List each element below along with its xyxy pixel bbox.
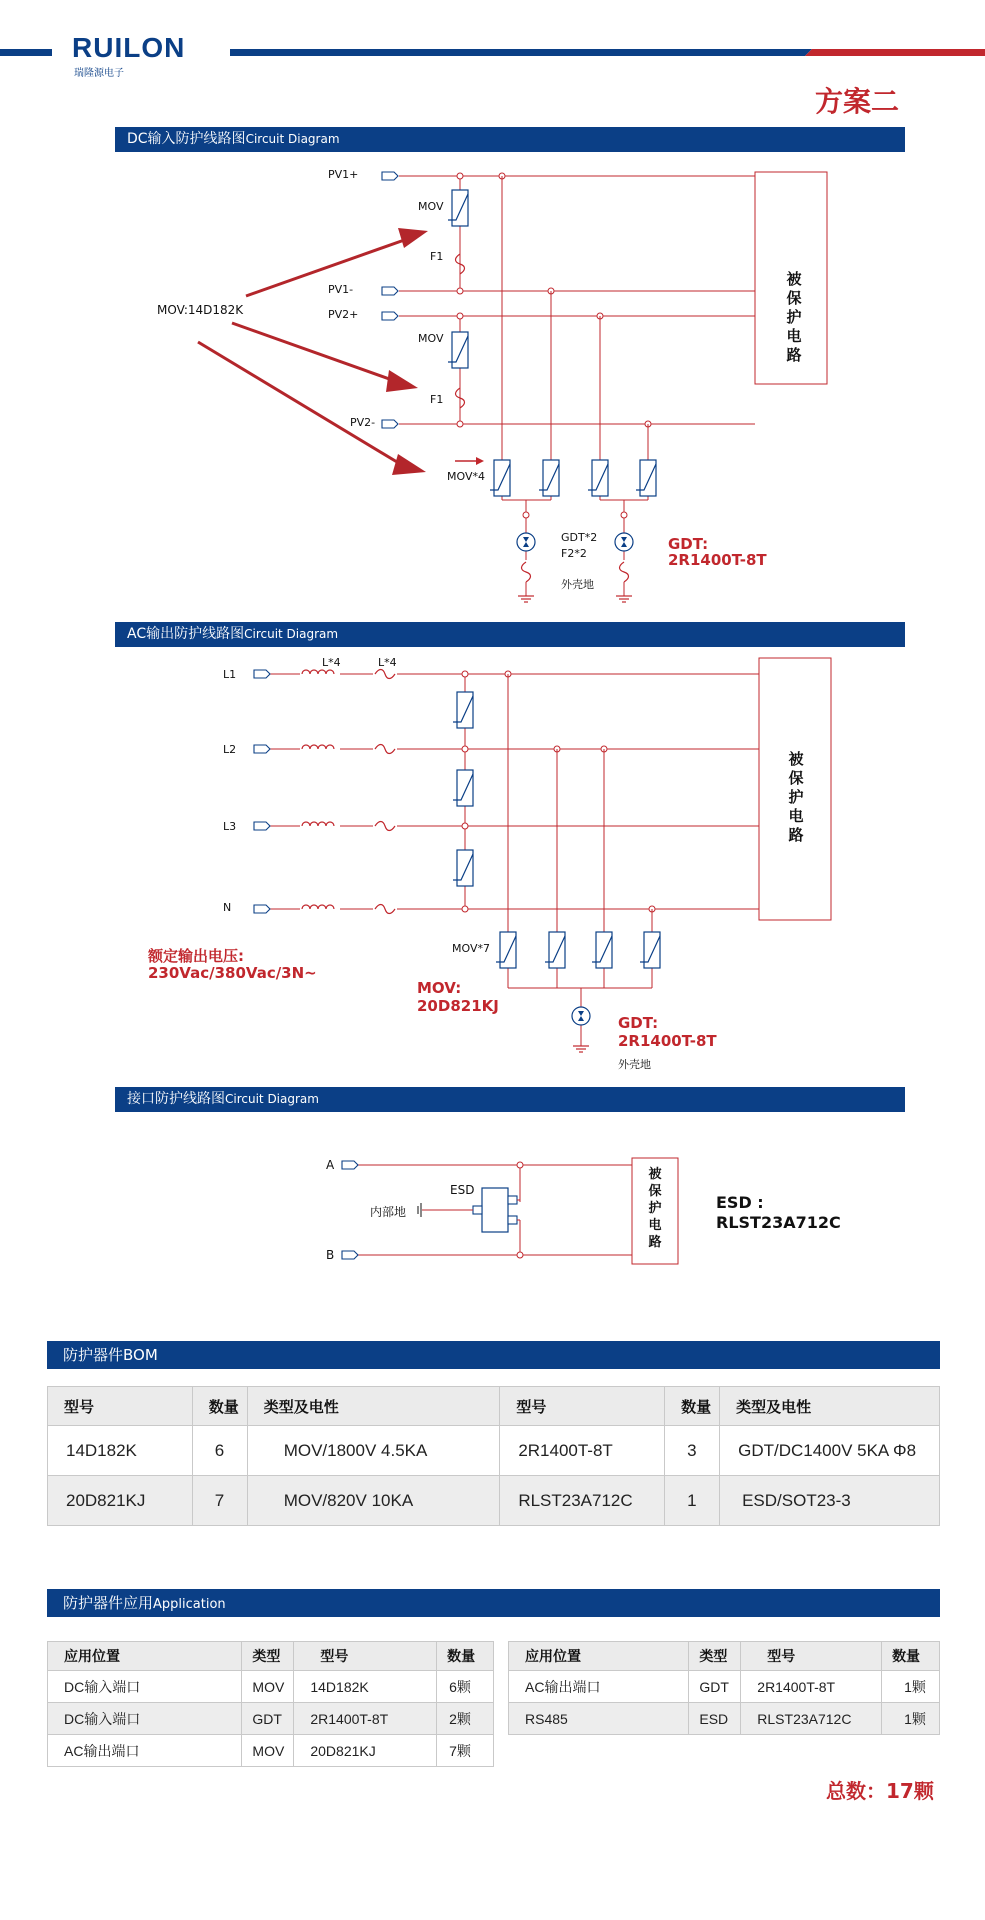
dc-fuse-label-1: F1 (430, 250, 444, 263)
app-cell: AC输出端口 (48, 1735, 242, 1767)
bom-cell: 3 (665, 1426, 720, 1476)
dc-circuit-diagram (0, 150, 985, 610)
dc-port-pv1p: PV1+ (328, 168, 359, 181)
table-row (48, 1671, 494, 1703)
table-row (48, 1703, 494, 1735)
dc-mov4-label: MOV*4 (447, 470, 485, 483)
interface-circuit-diagram (0, 1140, 985, 1280)
ac-protected-circuit-label: 被 保 护 电 路 (788, 750, 804, 844)
ac-ground-label: 外壳地 (618, 1058, 651, 1071)
application-table-left (47, 1641, 494, 1767)
section-band-dc: DC输入防护线路图Circuit Diagram (115, 127, 905, 152)
bom-col-model: 型号 (48, 1387, 193, 1426)
app-cell: 1颗 (882, 1703, 940, 1735)
app-cell: 1颗 (882, 1671, 940, 1703)
section-band-ac: AC输出防护线路图Circuit Diagram (115, 622, 905, 647)
bom-header-row (48, 1387, 940, 1426)
application-table-right (508, 1641, 940, 1735)
bom-cell: 1 (665, 1476, 720, 1526)
app-col-model: 型号 (741, 1642, 882, 1671)
app-header-row (48, 1642, 494, 1671)
app-cell: DC输入端口 (48, 1703, 242, 1735)
section-band-application: 防护器件应用Application (47, 1589, 940, 1617)
dc-gdt-red-1: GDT: (668, 535, 709, 553)
app-cell: AC输出端口 (509, 1671, 689, 1703)
dc-port-pv2n: PV2- (350, 416, 376, 429)
iface-inner-ground-label: 内部地 (370, 1205, 407, 1219)
bom-cell: RLST23A712C (500, 1476, 665, 1526)
app-cell: RS485 (509, 1703, 689, 1735)
dc-mov-label-1: MOV (418, 200, 444, 213)
app-col-model: 型号 (294, 1642, 437, 1671)
app-cell: RLST23A712C (741, 1703, 882, 1735)
dc-port-pv2p: PV2+ (328, 308, 359, 321)
app-cell: DC输入端口 (48, 1671, 242, 1703)
scheme-title: 方案二 (815, 85, 900, 118)
ac-mov7-label: MOV*7 (452, 942, 490, 955)
bom-col-type-2: 类型及电性 (720, 1387, 940, 1426)
iface-esd-note-1: ESD : (716, 1193, 764, 1212)
iface-port-a: A (326, 1158, 335, 1172)
bom-cell: 2R1400T-8T (500, 1426, 665, 1476)
app-col-type: 类型 (689, 1642, 741, 1671)
app-cell: 7颗 (437, 1735, 494, 1767)
dc-mov-label-2: MOV (418, 332, 444, 345)
ac-gdt-red-1: GDT: (618, 1014, 659, 1032)
bom-cell: GDT/DC1400V 5KA Φ8 (720, 1426, 940, 1476)
section-band-interface: 接口防护线路图Circuit Diagram (115, 1087, 905, 1112)
app-cell: 2颗 (437, 1703, 494, 1735)
app-cell: 2R1400T-8T (741, 1671, 882, 1703)
section-band-bom: 防护器件BOM (47, 1341, 940, 1369)
bom-col-qty: 数量 (192, 1387, 247, 1426)
app-col-qty: 数量 (437, 1642, 494, 1671)
bom-table (47, 1386, 940, 1526)
dc-mov-callout: MOV:14D182K (157, 303, 244, 317)
bom-cell: ESD/SOT23-3 (720, 1476, 940, 1526)
dc-gdt-label: GDT*2 (561, 531, 598, 544)
dc-gdt-red-2: 2R1400T-8T (668, 551, 767, 569)
ac-rated-voltage-1: 额定输出电压: (148, 947, 244, 965)
iface-protected-circuit-label: 被 保 护 电 路 (648, 1167, 662, 1250)
table-row (48, 1735, 494, 1767)
bom-col-qty-2: 数量 (665, 1387, 720, 1426)
total-count: 总数：17颗 (826, 1779, 934, 1803)
iface-port-b: B (326, 1248, 335, 1262)
bom-cell: MOV/1800V 4.5KA (247, 1426, 500, 1476)
bom-cell: 7 (192, 1476, 247, 1526)
app-cell: 6颗 (437, 1671, 494, 1703)
app-col-position: 应用位置 (509, 1642, 689, 1671)
table-row (509, 1671, 940, 1703)
app-cell: MOV (242, 1735, 294, 1767)
ac-mov-red-2: 20D821KJ (417, 997, 499, 1015)
app-col-position: 应用位置 (48, 1642, 242, 1671)
bom-cell: MOV/820V 10KA (247, 1476, 500, 1526)
ac-mov-red-1: MOV: (417, 979, 462, 997)
dc-protected-circuit-label: 被 保 护 电 路 (786, 270, 802, 364)
ac-fuse-label: L*4 (378, 656, 397, 669)
dc-port-pv1n: PV1- (328, 283, 354, 296)
app-header-row (509, 1642, 940, 1671)
app-cell: 2R1400T-8T (294, 1703, 437, 1735)
table-row (48, 1426, 940, 1476)
app-cell: GDT (689, 1671, 741, 1703)
app-cell: MOV (242, 1671, 294, 1703)
logo-subtitle: 瑞隆源电子 (74, 68, 124, 79)
bom-cell: 14D182K (48, 1426, 193, 1476)
table-row (48, 1476, 940, 1526)
app-cell: GDT (242, 1703, 294, 1735)
ac-port-l2: L2 (223, 743, 237, 756)
app-cell: ESD (689, 1703, 741, 1735)
ac-port-l3: L3 (223, 820, 237, 833)
app-col-type: 类型 (242, 1642, 294, 1671)
ac-gdt-red-2: 2R1400T-8T (618, 1032, 717, 1050)
app-cell: 14D182K (294, 1671, 437, 1703)
ac-port-n: N (223, 901, 232, 914)
table-row (509, 1703, 940, 1735)
dc-fuse-label-2: F1 (430, 393, 444, 406)
app-cell: 20D821KJ (294, 1735, 437, 1767)
ac-port-l1: L1 (223, 668, 237, 681)
bom-col-type: 类型及电性 (247, 1387, 500, 1426)
logo: RUILON (72, 32, 186, 63)
ac-inductor-label: L*4 (322, 656, 341, 669)
iface-esd-note-2: RLST23A712C (716, 1213, 841, 1232)
bom-cell: 20D821KJ (48, 1476, 193, 1526)
bom-col-model-2: 型号 (500, 1387, 665, 1426)
ac-rated-voltage-2: 230Vac/380Vac/3N~ (148, 964, 317, 982)
bom-cell: 6 (192, 1426, 247, 1476)
dc-f2-label: F2*2 (561, 547, 587, 560)
app-col-qty: 数量 (882, 1642, 940, 1671)
iface-esd-label: ESD (450, 1183, 475, 1197)
dc-ground-label: 外壳地 (561, 578, 594, 591)
